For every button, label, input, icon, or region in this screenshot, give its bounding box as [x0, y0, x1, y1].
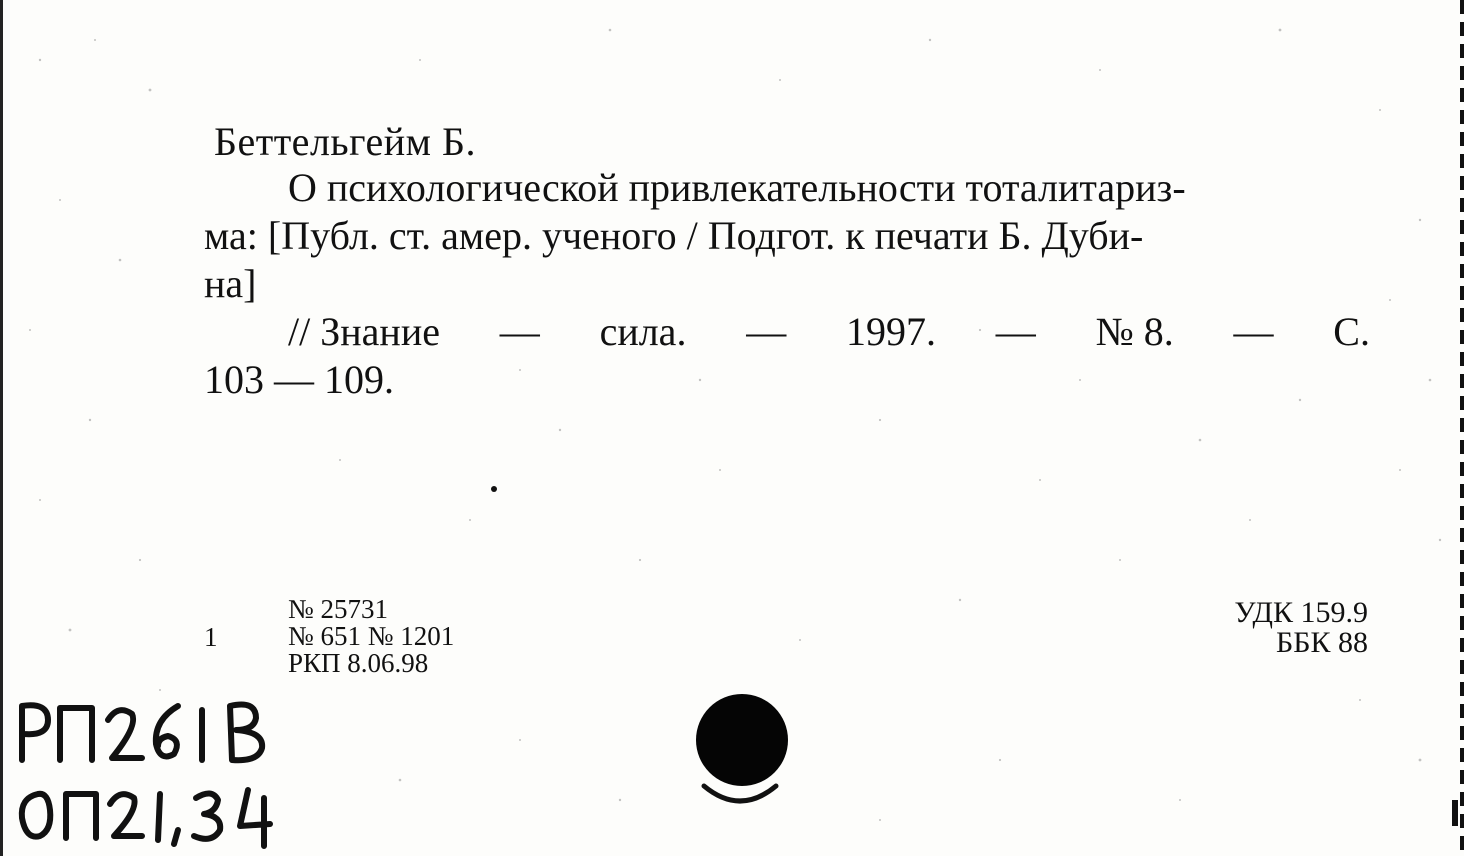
source-part: 1997.: [846, 309, 936, 354]
inventory-line: № 651 № 1201: [288, 621, 455, 651]
source-part: // Знание: [288, 309, 440, 354]
card-left-edge: [0, 0, 3, 856]
inventory-line: РКП 8.06.98: [288, 648, 429, 678]
source-part: —: [995, 309, 1036, 354]
card-right-edge: [1460, 0, 1464, 856]
source-part: —: [746, 309, 787, 354]
source-line: [204, 308, 1370, 356]
source-pages: 103 — 109.: [204, 357, 394, 402]
classification-block: [1234, 598, 1368, 658]
source-part: № 8.: [1095, 309, 1174, 354]
handwritten-shelfmark: [8, 690, 298, 850]
copy-count: 1: [204, 622, 218, 652]
inventory-line: № 25731: [288, 594, 389, 624]
title-line: О психологической привлекательности тоталитариз-: [288, 165, 1186, 210]
source-part: —: [499, 309, 540, 354]
bibliographic-entry: [204, 164, 1370, 404]
source-part: сила.: [599, 309, 687, 354]
udk-code: УДК 159.9: [1234, 596, 1368, 629]
source-part: С.: [1333, 309, 1370, 354]
card-edge-mark: [1452, 800, 1458, 826]
title-line: на]: [204, 261, 257, 306]
bbk-code: ББК 88: [1276, 626, 1368, 659]
punch-hole-shadow: [700, 768, 780, 818]
author-heading: Беттельгейм Б.: [214, 119, 476, 164]
source-part: —: [1233, 309, 1274, 354]
title-line: ма: [Публ. ст. амер. ученого / Подгот. к печати Б. Дуби-: [204, 213, 1144, 258]
inventory-block: [288, 596, 454, 677]
